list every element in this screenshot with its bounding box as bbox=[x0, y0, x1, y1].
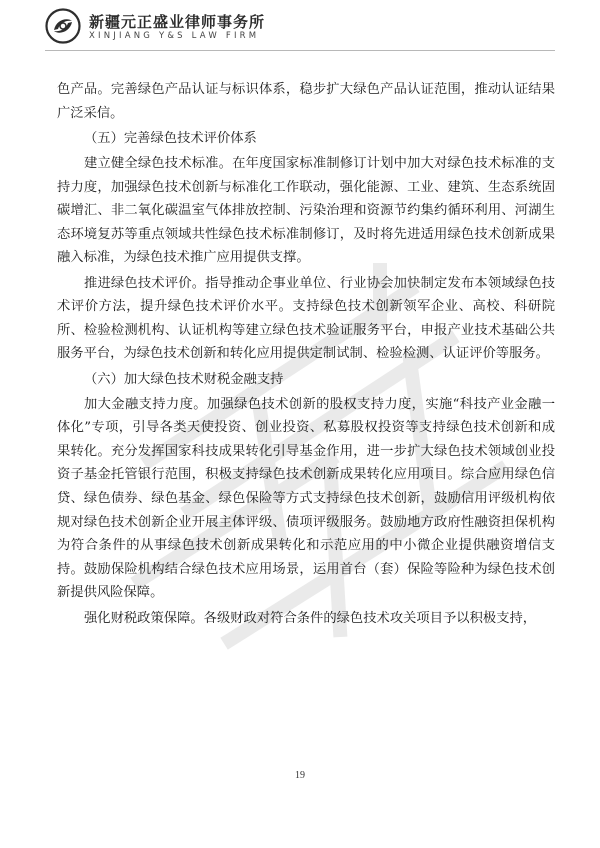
section-heading: （五）完善绿色技术评价体系 bbox=[84, 130, 257, 146]
header-divider bbox=[45, 50, 555, 51]
body-paragraph: 加大金融支持力度。加强绿色技术创新的股权支持力度，实施“科技产业金融一体化”专项，引导各类天使投资、创业投资、私募股权投资等支持绿色技术创新和成果转化。充分发挥国家科技成果转化引导基金作用，进一步扩大绿色技术领域创业投资子基金托管银行范围，积极支持绿色技术创新成果转化应用项目。综合应用绿色信贷、绿色债券、绿色基金、绿色保险等方式支持绿色技术创新，鼓励信用评级机构依规对绿色技术创新企业开展主体评级、债项评级服务。鼓励地方政府性融资担保机构为符合条件的从事绿色技术创新成果转化和示范应用的中小微企业提供融资增信支持。鼓励保险机构结合绿色技术应用场景，运用首台（套）保险等险种为绿色技术创新提供风险保障。 bbox=[57, 396, 555, 601]
firm-name-cn: 新疆元正盛业律师事务所 bbox=[89, 13, 266, 31]
body-paragraph: 推进绿色技术评价。指导推动企事业单位、行业协会加快制定发布本领域绿色技术评价方法，提升绿色技术评价水平。支持绿色技术创新领军企业、高校、科研院所、检验检测机构、认证机构等建立绿色技术验证服务平台，申报产业技术基础公共服务平台，为绿色技术创新和转化应用提供定制试制、检验检测、认证评价等服务。 bbox=[57, 275, 555, 362]
firm-name-en: XINJIANG Y&S LAW FIRM bbox=[89, 31, 260, 41]
section-heading: （六）加大绿色技术财税金融支持 bbox=[84, 371, 284, 387]
body-paragraph: 色产品。完善绿色产品认证与标识体系，稳步扩大绿色产品认证范围，推动认证结果广泛采信。 bbox=[57, 82, 555, 121]
body-paragraph: 强化财税政策保障。各级财政对符合条件的绿色技术攻关项目予以积极支持， bbox=[84, 610, 537, 626]
firm-logo-icon bbox=[45, 8, 81, 44]
page-header bbox=[45, 8, 565, 48]
body-paragraph: 建立健全绿色技术标准。在年度国家标准制修订计划中加大对绿色技术标准的支持力度，加强绿色技术创新与标准化工作联动，强化能源、工业、建筑、生态系统固碳增汇、非二氧化碳温室气体排放控制、污染治理和资源节约集约循环利用、河湖生态环境复苏等重点领域共性绿色技术标准制修订，及时将先进适用绿色技术创新成果融入标准，为绿色技术推广应用提供支撑。 bbox=[57, 155, 555, 266]
page-number: 19 bbox=[295, 770, 305, 781]
document-body bbox=[57, 78, 555, 630]
